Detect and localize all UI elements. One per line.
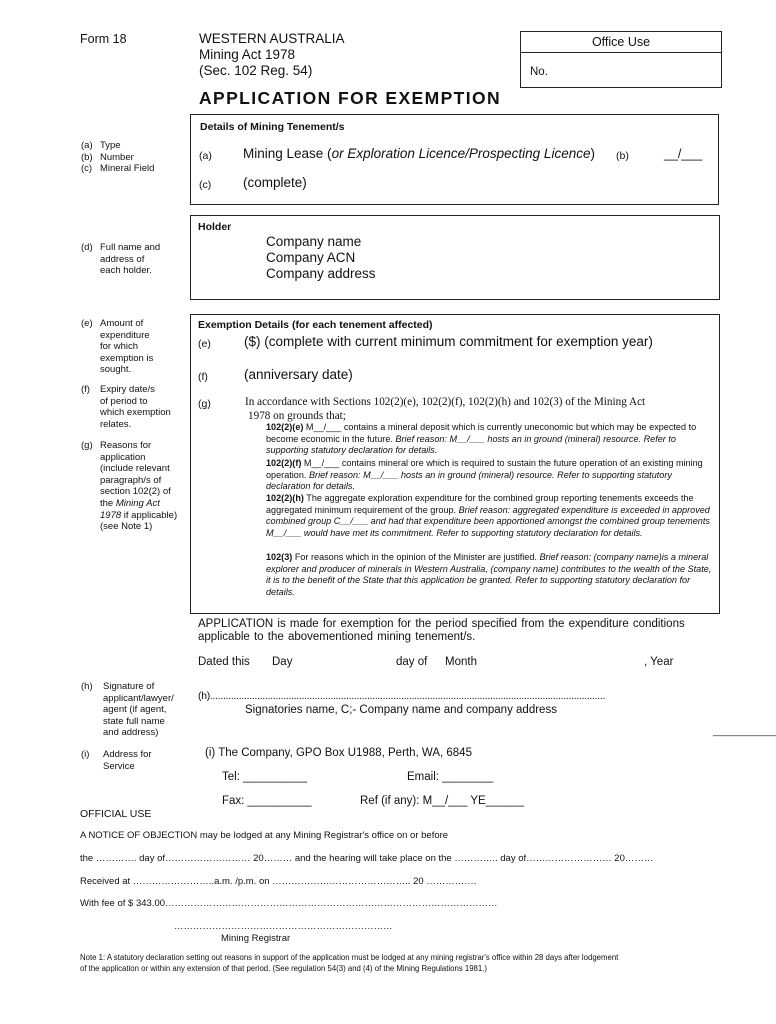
year-field[interactable]: , Year xyxy=(644,656,674,668)
ground-102-2-f: 102(2)(f) M__/___ contains mineral ore which is required to sustain the future operation of an existing mining operation. Brief reason: M__/___ hosts an in ground (mineral) resource. Refer to supporting statutory declaration for details. xyxy=(266,458,703,492)
tenement-number-value[interactable]: __/___ xyxy=(664,147,703,161)
footnote-line-1: Note 1: A statutory declaration setting out reasons in support of the application must be lodged at any mining registrar's office within 28 days after lodgement xyxy=(80,953,619,962)
fax-field[interactable]: Fax: __________ xyxy=(222,795,312,807)
act-name: Mining Act 1978 xyxy=(199,47,296,62)
row-g-label: (g) xyxy=(198,398,211,410)
service-side-label: (i) Address for Service xyxy=(81,749,152,772)
mineral-field-value[interactable]: (complete) xyxy=(243,175,307,190)
registrar-signature-line[interactable]: …………………………………………………………… xyxy=(174,921,393,932)
signature-side-label: (h) Signature of applicant/lawyer/ agent (if agent, state full name and address) xyxy=(81,681,174,739)
row-e-label: (e) xyxy=(198,338,211,350)
objection-notice: A NOTICE OF OBJECTION may be lodged at any Mining Registrar's office on or before xyxy=(80,830,449,841)
header-block xyxy=(199,31,345,79)
tenement-side-labels: (a) Type (b) Number (c) Mineral Field xyxy=(81,140,155,175)
exemption-heading: Exemption Details (for each tenement affected) xyxy=(198,319,433,331)
signatories-text: Signatories name, C;- Company name and company address xyxy=(245,704,557,716)
received-line[interactable]: Received at ……………………..a.m. /p.m. on …………………………………….. 20 ……………. xyxy=(80,876,477,887)
official-use-heading: OFFICIAL USE xyxy=(80,808,152,820)
state-name: WESTERN AUSTRALIA xyxy=(199,31,345,46)
tenement-box xyxy=(190,114,719,205)
exemption-side-f: (f) Expiry date/s of period to which exemption relates. xyxy=(81,384,171,430)
page-title: APPLICATION FOR EXEMPTION xyxy=(199,88,502,108)
mining-registrar-label: Mining Registrar xyxy=(221,933,291,944)
holder-side-label: (d) Full name and address of each holder. xyxy=(81,242,161,277)
row-b-label: (b) xyxy=(616,150,629,162)
objection-dates-line[interactable]: the …………. day of……………………… 20……… and the hearing will take place on the ………….. day of……………………… 20……… xyxy=(80,853,654,864)
holder-details[interactable] xyxy=(266,234,376,282)
holder-name: Company name xyxy=(266,234,362,249)
ground-102-2-h: 102(2)(h) The aggregate exploration expenditure for the combined group reporting tenements exceeds the aggregated minimum requirement of the group. Brief reason: aggregated expenditure is exceeded in approved combined group C__/___ and had that expenditure been apportioned amongst the combined group tenements M__/___ would have met its commitment. Refer to supporting statutory declaration for details. xyxy=(266,493,710,539)
day-of-label: day of xyxy=(396,656,428,668)
service-address[interactable]: (i) The Company, GPO Box U1988, Perth, WA, 6845 xyxy=(205,747,472,759)
ground-102-3: 102(3) For reasons which in the opinion of the Minister are justified. Brief reason: (company name)is a mineral explorer and producer of minerals in Western Australia, (company name) contributes to the wealth of the State, it is to the benefit of the State that this application be granted. Refer to supporting statutory declaration for details. xyxy=(266,552,712,598)
dated-this-label: Dated this xyxy=(198,656,250,668)
application-statement: APPLICATION is made for exemption for the period specified from the expenditure conditions applicable to the abovementioned mining tenement/s. xyxy=(198,618,685,643)
office-use-box xyxy=(520,31,722,88)
grounds-intro: In accordance with Sections 102(2)(e), 102(2)(f), 102(2)(h) and 102(3) of the Mining Act 1978 on grounds that; xyxy=(245,396,646,422)
exemption-side-g: (g) Reasons for application (include relevant paragraph/s of section 102(2) of the Mining Act 1978 if applicable) (see Note 1) xyxy=(81,440,178,533)
fee-line[interactable]: With fee of $ 343.00…………………………………………………………………………………………… xyxy=(80,898,498,909)
row-a-label: (a) xyxy=(199,150,212,162)
tel-field[interactable]: Tel: __________ xyxy=(222,771,308,783)
month-field[interactable]: Month xyxy=(445,656,477,668)
tenement-type-value[interactable]: Mining Lease (or Exploration Licence/Prospecting Licence) xyxy=(243,146,595,161)
form-number: Form 18 xyxy=(80,32,127,46)
expiry-value[interactable]: (anniversary date) xyxy=(244,367,353,382)
holder-acn: Company ACN xyxy=(266,250,356,265)
day-field[interactable]: Day xyxy=(272,656,293,668)
holder-address: Company address xyxy=(266,266,376,281)
email-field[interactable]: Email: ________ xyxy=(407,771,494,783)
signature-right-dash: ____________ xyxy=(713,726,776,737)
row-f-label: (f) xyxy=(198,371,208,383)
row-c-label: (c) xyxy=(199,179,212,191)
footnote xyxy=(80,952,618,974)
office-use-label: Office Use xyxy=(521,32,721,53)
holder-box xyxy=(190,215,720,300)
signature-line[interactable]: (h)....................................................................................................................................................... xyxy=(198,690,606,702)
amount-value[interactable]: ($) (complete with current minimum commitment for exemption year) xyxy=(244,334,653,349)
tenement-heading: Details of Mining Tenement/s xyxy=(200,121,345,133)
exemption-side-e: (e) Amount of expenditure for which exemption is sought. xyxy=(81,318,154,376)
holder-heading: Holder xyxy=(198,221,232,233)
footnote-line-2: of the application or within any extension of that period. (See regulation 54(3) and (4) of the Mining Regulations 1981.) xyxy=(80,964,487,973)
ref-field[interactable]: Ref (if any): M__/___ YE______ xyxy=(360,795,525,807)
act-section: (Sec. 102 Reg. 54) xyxy=(199,63,313,78)
ground-102-2-e: 102(2)(e) M__/___ contains a mineral deposit which is currently uneconomic but which may be expected to become economic in the future. Brief reason: M__/___ hosts an in ground (mineral) resource. Refer to supporting statutory declaration for details. xyxy=(266,422,697,456)
office-no-label: No. xyxy=(530,66,548,78)
